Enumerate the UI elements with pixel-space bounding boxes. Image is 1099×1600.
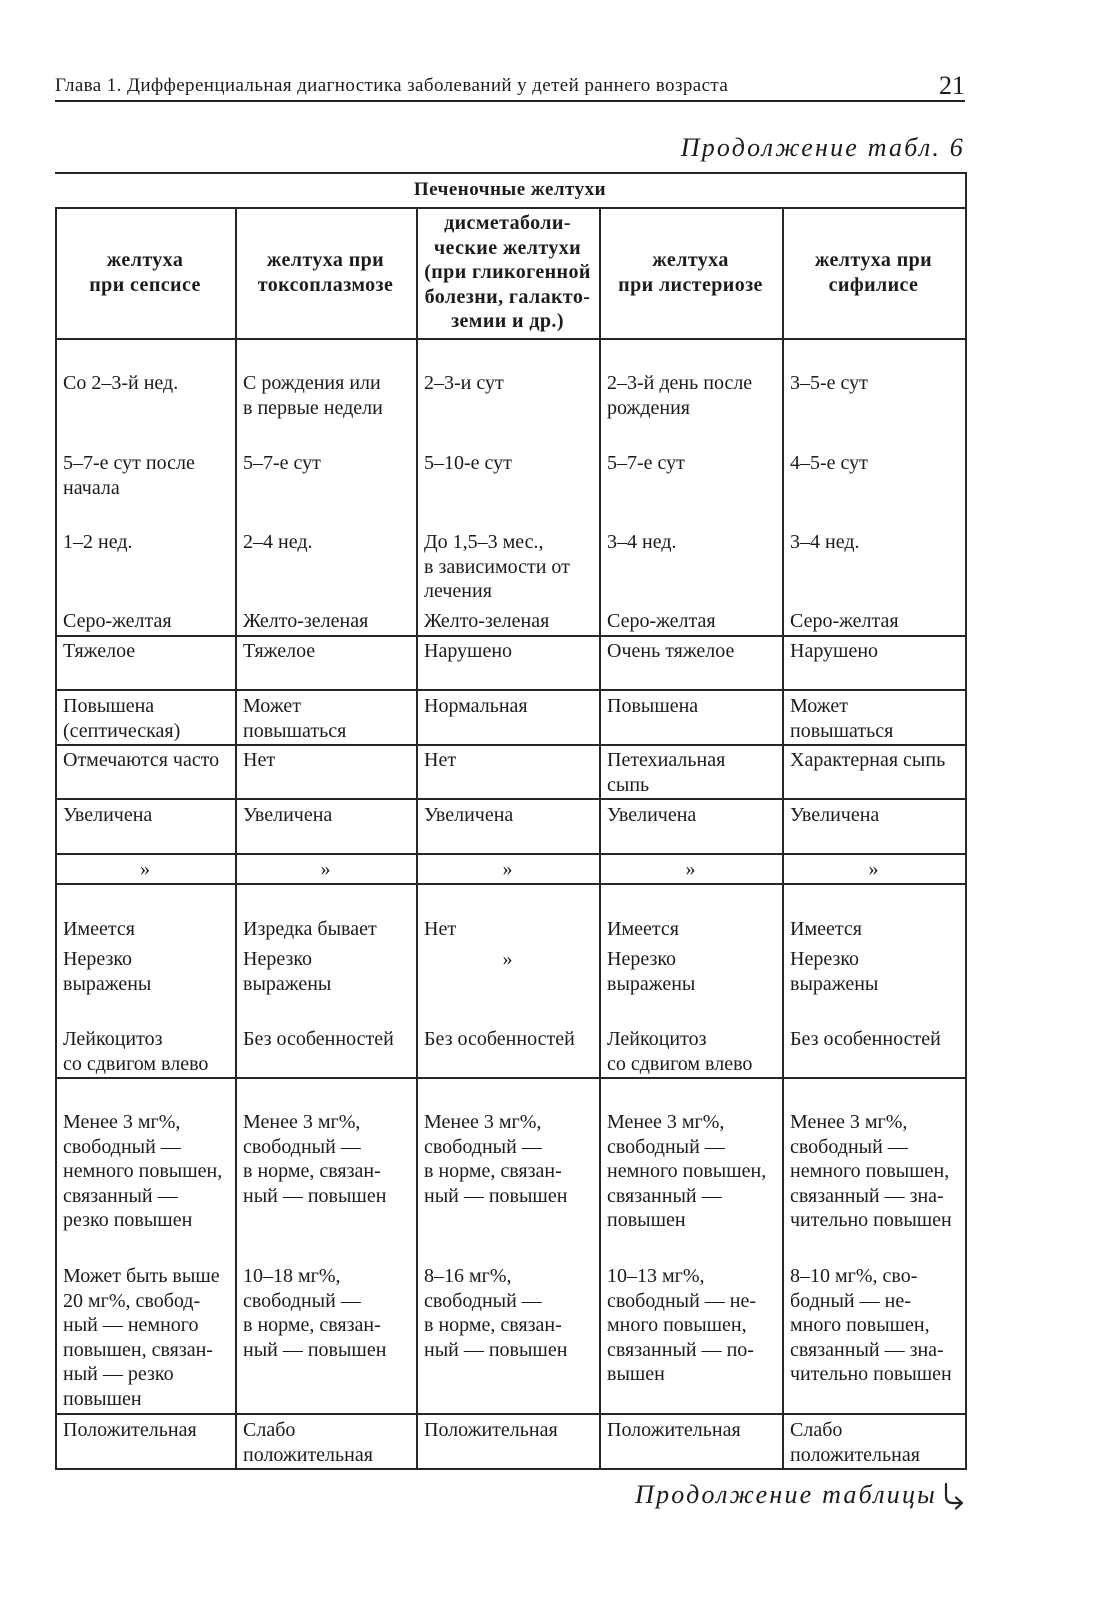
table-cell: Желто-зеленая <box>424 610 550 632</box>
table-rule-horizontal <box>55 689 967 691</box>
table-cell: Нарушено <box>790 640 879 662</box>
column-header: желтуха при токсоплазмозе <box>257 249 394 296</box>
column-header: дисметаболи- ческие желтухи (при гликогенной болезни, галакто- земии и др.) <box>424 212 591 333</box>
table-cell: Менее 3 мг%, свободный — в норме, связан- ный — повышен <box>424 1111 568 1207</box>
table-cell: Тяжелое <box>243 640 316 662</box>
table-cell: Может быть выше 20 мг%, свобод- ный — немного повышен, связан- ный — резко повышен <box>63 1265 220 1410</box>
table-rule-horizontal <box>55 1077 967 1079</box>
table-cell: 5–10-е сут <box>424 452 512 474</box>
table-cell: Менее 3 мг%, свободный — немного повышен, связанный — зна- чительно повышен <box>790 1111 952 1232</box>
table-cell: Изредка бывает <box>243 918 377 940</box>
table-cell: Желто-зеленая <box>243 610 369 632</box>
table-cell: Имеется <box>790 918 862 940</box>
running-title: Глава 1. Дифференциальная диагностика заболеваний у детей раннего возраста <box>55 75 729 96</box>
table-cell: Нерезко выражены <box>790 948 879 995</box>
continue-arrow-icon <box>941 1482 965 1510</box>
table-cell: Нерезко выражены <box>607 948 696 995</box>
table-group-title: Печеночные желтухи <box>413 179 607 200</box>
table-cell: Увеличена <box>607 804 697 826</box>
table-cell: Менее 3 мг%, свободный — в норме, связан- ный — повышен <box>243 1111 387 1207</box>
table-rule-horizontal <box>55 853 967 855</box>
table-cell: Может повышаться <box>243 695 347 742</box>
table-cell: 5–7-е сут после начала <box>63 452 195 499</box>
table-cell: Серо-желтая <box>607 610 716 632</box>
table-caption: Продолжение табл. 6 <box>680 133 965 162</box>
table-cell: Слабо положительная <box>243 1419 373 1466</box>
table-cell: Нерезко выражены <box>63 948 152 995</box>
table-rule-vertical <box>416 207 418 1469</box>
table-cell: Повышена <box>607 695 699 717</box>
table-rule-vertical <box>235 207 237 1469</box>
table-rule-vertical <box>965 172 967 1469</box>
table-cell: Слабо положительная <box>790 1419 920 1466</box>
table-cell: 3–4 нед. <box>790 531 860 553</box>
table-cell: 4–5-е сут <box>790 452 868 474</box>
table-rule-vertical <box>55 207 57 1469</box>
table-cell: Нет <box>243 749 276 771</box>
ditto-mark: » <box>320 858 331 880</box>
table-cell: 8–10 мг%, сво- бодный — не- много повышен, связанный — зна- чительно повышен <box>790 1265 952 1386</box>
table-cell: Менее 3 мг%, свободный — немного повышен, связанный — повышен <box>607 1111 767 1232</box>
table-cell: 10–13 мг%, свободный — не- много повышен, связанный — по- вышен <box>607 1265 757 1386</box>
table-cell: Может повышаться <box>790 695 894 742</box>
table-cell: Менее 3 мг%, свободный — немного повышен, связанный — резко повышен <box>63 1111 223 1232</box>
table-cell: 3–5-е сут <box>790 372 868 394</box>
table-cell: 1–2 нед. <box>63 531 133 553</box>
table-cell: 2–3-и сут <box>424 372 504 394</box>
table-cell: Отмечаются часто <box>63 749 220 771</box>
table-continuation-note: Продолжение таблицы <box>635 1480 937 1509</box>
table-cell: 5–7-е сут <box>243 452 321 474</box>
table-cell: 10–18 мг%, свободный — в норме, связан- ный — повышен <box>243 1265 387 1361</box>
table-cell: Положительная <box>63 1419 197 1441</box>
table-cell: Без особенностей <box>243 1028 394 1050</box>
table-rule-vertical <box>782 207 784 1469</box>
table-cell: Без особенностей <box>424 1028 575 1050</box>
ditto-mark: » <box>868 858 879 880</box>
table-cell: Нарушено <box>424 640 513 662</box>
table-cell: Лейкоцитоз со сдвигом влево <box>63 1028 209 1075</box>
table-cell: Повышена (септическая) <box>63 695 181 742</box>
table-rule-horizontal <box>55 338 967 340</box>
table-cell: Серо-желтая <box>790 610 899 632</box>
table-cell: Лейкоцитоз со сдвигом влево <box>607 1028 753 1075</box>
table-cell: 8–16 мг%, свободный — в норме, связан- ный — повышен <box>424 1265 568 1361</box>
ditto-mark: » <box>502 948 513 970</box>
column-header: желтуха при сепсисе <box>89 249 201 296</box>
table-rule-horizontal <box>55 1468 967 1470</box>
table-cell: Увеличена <box>790 804 880 826</box>
table-cell: Увеличена <box>63 804 153 826</box>
table-cell: Тяжелое <box>63 640 136 662</box>
table-cell: Увеличена <box>424 804 514 826</box>
table-cell: Очень тяжелое <box>607 640 735 662</box>
table-cell: Положительная <box>424 1419 558 1441</box>
table-cell: Характерная сыпь <box>790 749 946 771</box>
table-cell: Положительная <box>607 1419 741 1441</box>
table-cell: Без особенностей <box>790 1028 941 1050</box>
table-cell: 2–4 нед. <box>243 531 313 553</box>
table-cell: Имеется <box>607 918 679 940</box>
column-header: желтуха при сифилисе <box>814 249 933 296</box>
table-rule-vertical <box>599 207 601 1469</box>
table-rule-horizontal <box>55 1413 967 1415</box>
table-cell: 5–7-е сут <box>607 452 685 474</box>
table-cell: Серо-желтая <box>63 610 172 632</box>
table-cell: Со 2–3-й нед. <box>63 372 179 394</box>
table-cell: 3–4 нед. <box>607 531 677 553</box>
table-cell: Петехиальная сыпь <box>607 749 726 796</box>
ditto-mark: » <box>140 858 150 880</box>
table-cell: Увеличена <box>243 804 333 826</box>
table-cell: До 1,5–3 мес., в зависимости от лечения <box>424 531 570 603</box>
table-rule-horizontal <box>55 883 967 885</box>
table-rule-horizontal <box>55 744 967 746</box>
column-header: желтуха при листериозе <box>618 249 763 296</box>
table-cell: Нет <box>424 918 457 940</box>
table-cell: Нет <box>424 749 457 771</box>
table-rule-horizontal <box>55 635 967 637</box>
table-cell: Нормальная <box>424 695 528 717</box>
table-cell: Нерезко выражены <box>243 948 332 995</box>
table-cell: С рождения или в первые недели <box>243 372 383 419</box>
page-number: 21 <box>939 71 965 100</box>
table-cell: Имеется <box>63 918 135 940</box>
ditto-mark: » <box>502 858 513 880</box>
table-rule-horizontal <box>55 798 967 800</box>
table-cell: 2–3-й день после рождения <box>607 372 753 419</box>
ditto-mark: » <box>685 858 696 880</box>
header-rule <box>55 100 965 102</box>
